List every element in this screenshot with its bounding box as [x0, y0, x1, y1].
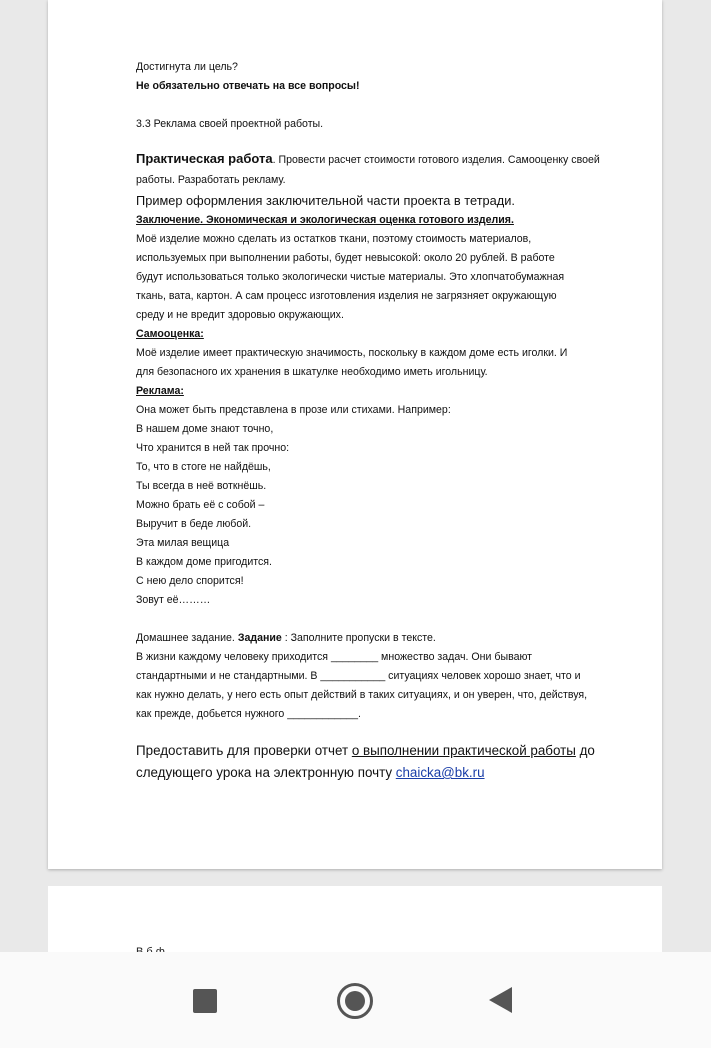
submit-email-text: следующего урока на электронную почту — [136, 765, 396, 780]
practical-work-text: . Провести расчет стоимости готового изделия. Самооценку своей — [272, 154, 600, 166]
submit-until: до — [575, 743, 595, 758]
ad-line: Ты всегда в неё воткнёшь. — [136, 480, 267, 492]
android-navigation-bar — [0, 952, 711, 1048]
document-page — [48, 0, 662, 869]
ad-line: Что хранится в ней так прочно: — [136, 442, 290, 454]
ad-heading: Реклама: — [136, 385, 184, 397]
ad-line: Эта милая вещица — [136, 537, 230, 549]
example-heading: Пример оформления заключительной части проекта в тетради. — [136, 193, 515, 208]
ad-line: Можно брать её с собой – — [136, 499, 265, 511]
practical-work-line — [136, 148, 626, 171]
submit-line-2 — [136, 762, 626, 784]
homework-line: стандартными и не стандартными. В ___________ ситуациях человек хорошо знает, что и — [136, 670, 581, 682]
homework-line: как прежде, добьется нужного ____________. — [136, 708, 361, 720]
self-assessment-heading: Самооценка: — [136, 328, 204, 340]
submit-text: Предоставить для проверки отчет — [136, 743, 352, 758]
homework-task-label: Задание — [237, 632, 282, 644]
ad-line: То, что в стоге не найдёшь, — [136, 461, 271, 473]
conclusion-heading: Заключение. Экономическая и экологическая оценка готового изделия. — [136, 214, 514, 226]
section-3-3: 3.3 Реклама своей проектной работы. — [136, 118, 324, 130]
circle-icon[interactable] — [337, 983, 373, 1019]
ad-line: В нашем доме знают точно, — [136, 423, 274, 435]
ad-line: Зовут её……… — [136, 594, 211, 606]
conclusion-line: будут использоваться только экологически чистые материалы. Это хлопчатобумажная — [136, 271, 565, 283]
optional-note: Не обязательно отвечать на все вопросы! — [136, 80, 360, 92]
square-icon[interactable] — [193, 989, 217, 1013]
homework-label: Домашнее задание. — [136, 632, 238, 644]
self-assessment-line: Моё изделие имеет практическую значимость, поскольку в каждом доме есть иголки. И — [136, 347, 568, 359]
homework-line: как нужно делать, у него есть опыт действий в таких ситуациях, и он уверен, что, действуя, — [136, 689, 588, 701]
homework-task-text: : Заполните пропуски в тексте. — [281, 632, 436, 644]
practical-work-title: Практическая работа — [136, 151, 273, 166]
conclusion-line: используемых при выполнении работы, будет невысокой: около 20 рублей. В работе — [136, 252, 555, 264]
page-content — [136, 58, 626, 784]
submit-line-1 — [136, 740, 626, 762]
homework-heading — [136, 629, 626, 648]
submit-practical-work: о выполнении практической работы — [351, 743, 576, 758]
email-link[interactable]: chaicka@bk.ru — [395, 765, 485, 780]
goal-question: Достигнута ли цель? — [136, 61, 238, 73]
triangle-left-icon[interactable] — [488, 986, 514, 1014]
practical-work-cont: работы. Разработать рекламу. — [136, 174, 286, 186]
conclusion-line: ткань, вата, картон. А сам процесс изготовления изделия не загрязняет окружающую — [136, 290, 557, 302]
self-assessment-line: для безопасного их хранения в шкатулке необходимо иметь игольницу. — [136, 366, 488, 378]
ad-line: Выручит в беде любой. — [136, 518, 252, 530]
conclusion-line: среду и не вредит здоровью окружающих. — [136, 309, 344, 321]
ad-line: Она может быть представлена в прозе или стихами. Например: — [136, 404, 451, 416]
homework-line: В жизни каждому человеку приходится ________ множество задач. Они бывают — [136, 651, 533, 663]
ad-line: С нею дело спорится! — [136, 575, 244, 587]
conclusion-line: Моё изделие можно сделать из остатков ткани, поэтому стоимость материалов, — [136, 233, 532, 245]
ad-line: В каждом доме пригодится. — [136, 556, 272, 568]
home-dot — [345, 991, 365, 1011]
